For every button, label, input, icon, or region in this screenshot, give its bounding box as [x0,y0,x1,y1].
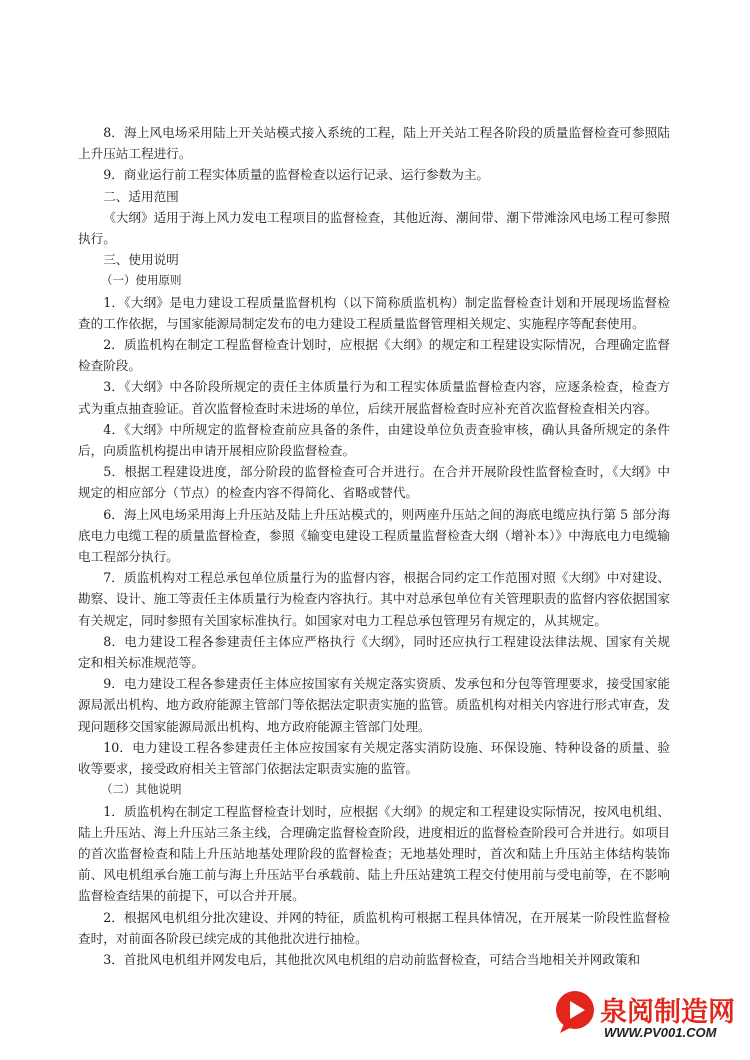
paragraph: 9．电力建设工程各参建责任主体应按国家有关规定落实资质、发承包和分包等管理要求，接受国家能源局派出机构、地方政府能源主管部门等依据法定职责实施的监管。质监机构对相关内容进行形式审查，发现问题移交国家能源局派出机构、地方政府能源主管部门处理。 [78,676,670,734]
subsection-heading: （二）其他说明 [101,782,182,797]
paragraph: 4．《大纲》中所规定的监督检查前应具备的条件，由建设单位负责查验审核，确认具备所规定的条件后，向质监机构提出申请开展相应阶段监督检查。 [78,421,670,459]
paragraph: 10．电力建设工程各参建责任主体应按国家有关规定落实消防设施、环保设施、特种设备的质量、验收等要求，接受政府相关主管部门依据法定职责实施的监管。 [78,739,670,777]
subsection-heading: （一）使用原则 [101,273,182,288]
play-bubble-icon [554,990,596,1034]
paragraph: 1．质监机构在制定工程监督检查计划时，应根据《大纲》的规定和工程建设实际情况，按风电机组、陆上升压站、海上升压站三条主线，合理确定监督检查阶段，进度相近的监督检查阶段可合并进行。如项目的首次监督检查和陆上升压站地基处理阶段的监督检查；无地基处理时，首次和陆上升压站主体结构装饰前、风电机组承台施工前与海上升压站平台承载前、陆上升压站建筑工程交付使用前与受电前等，在不影响监督检查结果的前提下，可以合并开展。 [78,803,670,904]
paragraph: 3．《大纲》中各阶段所规定的责任主体质量行为和工程实体质量监督检查内容，应逐条检查，检查方式为重点抽查验证。首次监督检查时未进场的单位，后续开展监督检查时应补充首次监督检查相关内容。 [78,379,670,416]
paragraph: 3．首批风电机组并网发电后，其他批次风电机组的启动前监督检查，可结合当地相关并网政策和 [103,951,641,967]
section-heading: 二、适用范围 [103,188,179,204]
document-body [78,122,670,970]
paragraph: 8．海上风电场采用陆上开关站模式接入系统的工程，陆上开关站工程各阶段的质量监督检查可参照陆上升压站工程进行。 [78,125,670,162]
paragraph: 6．海上风电场采用海上升压站及陆上升压站模式的，则两座升压站之间的海底电缆应执行第 5 部分海底电力电缆工程的质量监督检查，参照《输变电建设工程质量监督检查大纲（增补本）》中海底电力电缆输电工程部分执行。 [78,506,670,565]
paragraph: 2．质监机构在制定工程监督检查计划时，应根据《大纲》的规定和工程建设实际情况，合理确定监督检查阶段。 [78,337,670,374]
paragraph: 7．质监机构对工程总承包单位质量行为的监督内容，根据合同约定工作范围对照《大纲》中对建设、勘察、设计、施工等责任主体质量行为检查内容执行。其中对总承包单位有关管理职责的监督内容依据国家有关规定，同时参照有关国家标准执行。如国家对电力工程总承包管理另有规定的，从其规定。 [78,570,670,628]
paragraph: 1．《大纲》是电力建设工程质量监督机构（以下简称质监机构）制定监督检查计划和开展现场监督检查的工作依据，与国家能源局制定发布的电力建设工程质量监督管理相关规定、实施程序等配套使用。 [78,294,670,331]
site-watermark [554,988,736,1046]
paragraph: 5．根据工程建设进度，部分阶段的监督检查可合并进行。在合并开展阶段性监督检查时，《大纲》中规定的相应部分（节点）的检查内容不得简化、省略或替代。 [78,464,670,501]
watermark-name: 泉阅制造网 [600,997,735,1028]
paragraph: 《大纲》适用于海上风力发电工程项目的监督检查，其他近海、潮间带、潮下带滩涂风电场工程可参照执行。 [78,209,670,247]
section-heading: 三、使用说明 [103,252,179,268]
watermark-url: WWW.PV001.COM [604,1025,717,1040]
paragraph: 8．电力建设工程各参建责任主体应严格执行《大纲》，同时还应执行工程建设法律法规、国家有关规定和相关标准规范等。 [78,633,670,671]
paragraph: 9．商业运行前工程实体质量的监督检查以运行记录、运行参数为主。 [103,167,490,183]
paragraph: 2．根据风电机组分批次建设、并网的特征，质监机构可根据工程具体情况，在开展某一阶段性监督检查时，对前面各阶段已续完成的其他批次进行抽检。 [78,909,670,946]
